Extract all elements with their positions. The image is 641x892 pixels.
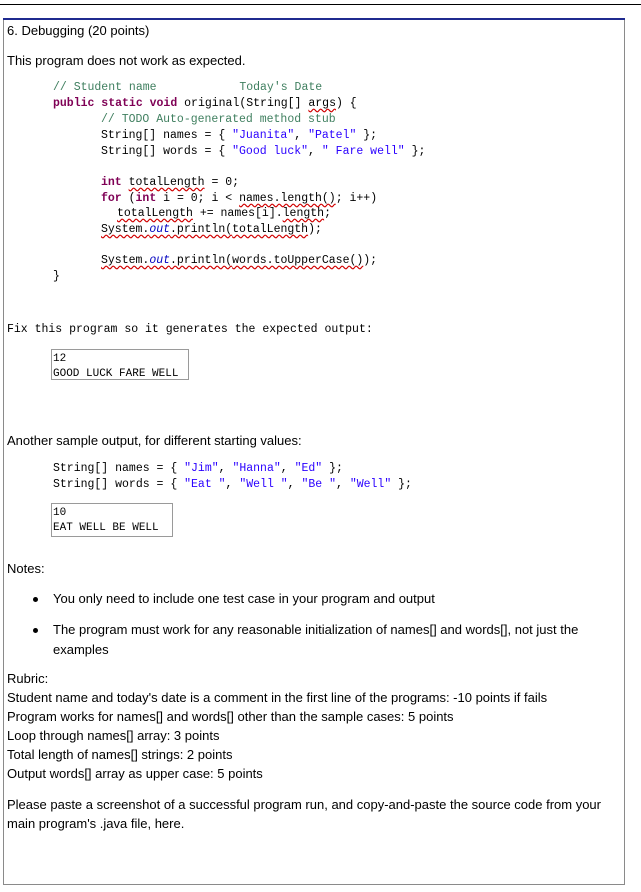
code-string: "Eat " [184, 478, 226, 491]
code-text: } [53, 270, 60, 283]
code-error-text: length [282, 207, 325, 220]
code-text: String[] names = { [101, 129, 233, 142]
code-text: System. [101, 223, 150, 236]
code-string: "Hanna" [232, 462, 281, 475]
code-string: "Well" [349, 478, 392, 491]
code-string: "Well " [239, 478, 288, 491]
code-text: ; [324, 207, 331, 220]
code-error-text: totalLength [232, 223, 309, 236]
code-text: , [287, 478, 302, 491]
code-text: String[] words = { [53, 478, 185, 491]
code-text: ) { [335, 97, 357, 110]
code-text: System. [101, 254, 150, 267]
sample-output-box [51, 503, 173, 537]
code-line [53, 80, 322, 96]
code-text: }; [322, 462, 343, 475]
code-line [101, 222, 322, 238]
code-text: , [225, 478, 240, 491]
code-line [53, 461, 343, 477]
code-text: String[] words = { [101, 145, 233, 158]
rubric-item: Program works for names[] and words[] other than the sample cases: 5 points [7, 709, 454, 724]
code-text: i = 0; i < [156, 192, 240, 205]
rubric-label: Rubric: [7, 671, 49, 686]
code-text: ); [363, 254, 378, 267]
code-error-text: words.toUpperCase() [232, 254, 364, 267]
code-keyword: int [135, 192, 157, 205]
notes-label: Notes: [7, 561, 45, 576]
code-text: ; i++) [335, 192, 378, 205]
output-line: EAT WELL BE WELL [53, 522, 159, 534]
code-text: }; [404, 145, 426, 158]
code-line [101, 128, 377, 144]
code-string: "Good luck" [232, 145, 309, 158]
code-keyword: for [101, 192, 122, 205]
code-string: "Be " [301, 478, 336, 491]
fix-instruction: Fix this program so it generates the expected output: [7, 323, 373, 336]
note-item: The program must work for any reasonable initialization of names[] and words[], not just the [53, 622, 579, 637]
code-text: }; [391, 478, 412, 491]
rubric-item: Loop through names[] array: 3 points [7, 728, 220, 743]
code-line [101, 253, 377, 269]
code-line [53, 96, 357, 112]
code-string: "Juanita" [232, 129, 295, 142]
note-item: You only need to include one test case in your program and output [53, 591, 435, 606]
code-text: += names[i]. [192, 207, 283, 220]
code-text: original(String[] [177, 97, 309, 110]
code-line [101, 175, 239, 191]
code-line [101, 144, 425, 160]
question-title: 6. Debugging (20 points) [7, 23, 150, 38]
expected-output-box [51, 349, 189, 380]
code-keyword: public static void [53, 97, 178, 110]
code-error-text: totalLength [117, 207, 193, 220]
code-text: , [218, 462, 233, 475]
closing-instruction: main program's .java file, here. [7, 816, 185, 831]
output-line: 10 [53, 507, 67, 519]
panel-header-rule [3, 18, 625, 20]
code-warning-text: args [308, 97, 336, 110]
code-comment: // TODO Auto-generated method stub [101, 113, 336, 126]
code-text: .println( [170, 254, 233, 267]
rubric-item: Student name and today's date is a comment in the first line of the programs: -10 points if fails [7, 690, 548, 705]
rubric-item: Total length of names[] strings: 2 points [7, 747, 233, 762]
code-string: "Jim" [184, 462, 219, 475]
code-text: ( [121, 192, 136, 205]
code-text: = 0; [204, 176, 240, 189]
bullet-icon [33, 628, 38, 633]
code-line [101, 112, 336, 128]
code-text: , [308, 145, 322, 158]
code-keyword: int [101, 176, 122, 189]
output-line: GOOD LUCK FARE WELL [53, 368, 179, 380]
code-error-text: names.length() [239, 192, 336, 205]
code-text: , [280, 462, 295, 475]
note-item-continued: examples [53, 642, 109, 657]
intro-text: This program does not work as expected. [7, 53, 246, 68]
code-text: , [294, 129, 309, 142]
code-text: }; [356, 129, 378, 142]
code-string: "Ed" [294, 462, 323, 475]
code-string: " Fare well" [321, 145, 405, 158]
closing-instruction: Please paste a screenshot of a successful program run, and copy-and-paste the source code from your [7, 797, 601, 812]
code-line [53, 269, 60, 285]
code-field: out [149, 223, 171, 236]
output-line: 12 [53, 353, 67, 365]
code-text: String[] names = { [53, 462, 185, 475]
another-sample-label: Another sample output, for different starting values: [7, 433, 302, 448]
code-text: .println( [170, 223, 233, 236]
bullet-icon [33, 597, 38, 602]
code-warning-text: totalLength [128, 176, 205, 189]
code-line [101, 191, 377, 207]
code-line [53, 477, 412, 493]
code-comment: // Student name Today's Date [53, 81, 323, 94]
rubric-item: Output words[] array as upper case: 5 points [7, 766, 263, 781]
code-string: "Patel" [308, 129, 357, 142]
code-line [117, 206, 331, 222]
code-text: ); [308, 223, 322, 236]
code-field: out [149, 254, 171, 267]
code-text: , [336, 478, 350, 491]
top-divider [0, 4, 641, 5]
